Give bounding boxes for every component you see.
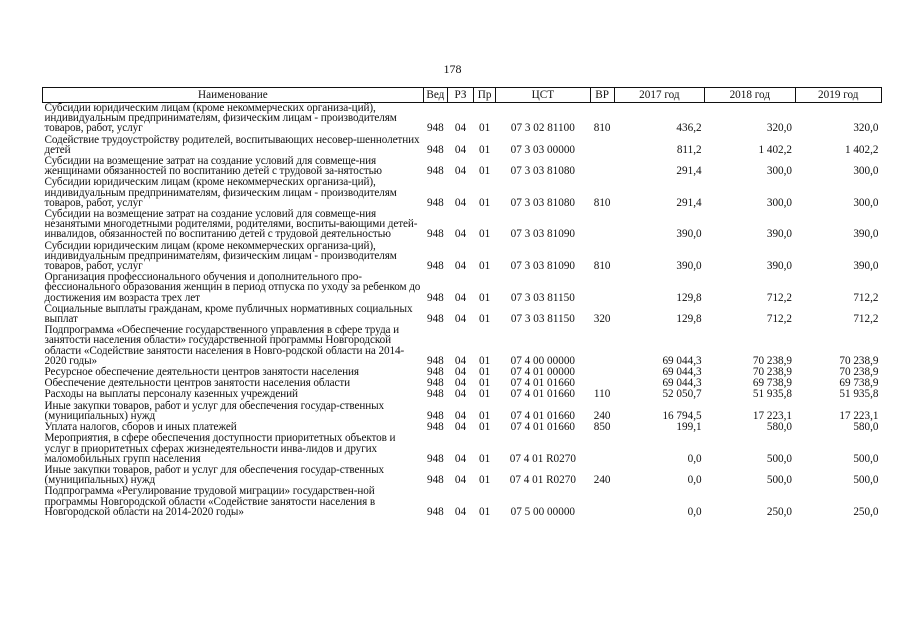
table-row (43, 135, 882, 156)
row-pr: 01 (478, 354, 491, 367)
budget-table (42, 87, 882, 518)
row-cst: 07 3 03 81080 (510, 196, 575, 209)
row-rz: 04 (454, 505, 467, 518)
table-row (43, 325, 882, 367)
row-pr: 01 (478, 474, 491, 487)
table-row (43, 401, 882, 422)
row-cst: 07 4 01 00000 (510, 366, 575, 379)
row-rz: 04 (454, 122, 467, 135)
row-2018: 712,2 (766, 291, 793, 304)
row-2017: 199,1 (676, 421, 702, 434)
row-pr: 01 (478, 388, 491, 401)
row-pr: 01 (478, 377, 491, 390)
row-rz: 04 (454, 409, 467, 422)
row-vr (590, 367, 614, 378)
row-2017: 52 050,7 (662, 388, 702, 401)
row-pr: 01 (478, 196, 491, 209)
row-2018: 712,2 (766, 313, 793, 326)
row-rz: 04 (454, 366, 467, 379)
row-rz: 04 (454, 260, 467, 273)
row-rz: 04 (454, 354, 467, 367)
row-ved: 948 (426, 366, 444, 379)
row-2019: 70 238,9 (839, 354, 879, 367)
row-2018: 390,0 (766, 260, 793, 273)
row-2018: 390,0 (766, 228, 793, 241)
row-ved: 948 (426, 421, 444, 434)
row-pr: 01 (478, 313, 491, 326)
row-ved: 948 (426, 474, 444, 487)
row-ved: 948 (426, 388, 444, 401)
row-rz: 04 (454, 474, 467, 487)
row-name: Субсидии юридическим лицам (кроме некоммерческих организа-ций), индивидуальным предпринимателям, физическим лицам - производителям товаров, работ, услуг (44, 239, 397, 273)
table-row (43, 241, 882, 273)
row-vr: 320 (593, 313, 611, 326)
header-pr: Пр (474, 88, 496, 103)
row-2019: 712,2 (853, 313, 879, 326)
row-name: Субсидии юридическим лицам (кроме некоммерческих организа-ций), индивидуальным предпринимателям, физическим лицам - производителям товаров, работ, услуг (44, 102, 397, 135)
row-rz: 04 (454, 377, 467, 390)
row-cst: 07 4 01 01660 (510, 421, 575, 434)
row-vr: 810 (593, 196, 611, 209)
table-row (43, 486, 882, 518)
row-2018: 300,0 (766, 165, 793, 178)
row-rz: 04 (454, 291, 467, 304)
row-pr: 01 (478, 505, 491, 518)
row-rz: 04 (454, 452, 467, 465)
row-ved: 948 (426, 122, 444, 135)
row-cst: 07 4 01 01660 (510, 409, 575, 422)
table-row (43, 304, 882, 325)
row-rz: 04 (454, 313, 467, 326)
row-ved: 948 (426, 260, 444, 273)
table-row (43, 433, 882, 465)
row-pr: 01 (478, 260, 491, 273)
row-ved: 948 (426, 505, 444, 518)
row-pr: 01 (478, 366, 491, 379)
header-2017: 2017 год (614, 88, 704, 103)
row-cst: 07 3 03 81090 (510, 260, 575, 273)
header-ved: Вед (423, 88, 447, 103)
row-vr: 810 (593, 260, 611, 273)
row-2018: 250,0 (766, 505, 793, 518)
row-2017: 16 794,5 (662, 409, 702, 422)
row-vr (590, 135, 614, 156)
row-rz: 04 (454, 228, 467, 241)
row-2019: 320,0 (853, 122, 879, 135)
row-2018: 70 238,9 (752, 366, 793, 379)
row-2017: 129,8 (676, 291, 702, 304)
row-name: Иные закупки товаров, работ и услуг для обеспечения государ-ственных (муниципальных) нужд (44, 399, 385, 422)
row-ved: 948 (426, 165, 444, 178)
row-2019: 70 238,9 (839, 366, 879, 379)
row-vr (590, 433, 614, 465)
row-cst: 07 3 03 81090 (510, 228, 575, 241)
row-pr: 01 (478, 409, 491, 422)
row-cst: 07 4 01 01660 (510, 388, 575, 401)
row-2018: 51 935,8 (752, 388, 793, 401)
row-cst: 07 5 00 00000 (510, 505, 575, 518)
row-2019: 500,0 (853, 452, 879, 465)
row-name: Иные закупки товаров, работ и услуг для обеспечения государ-ственных (муниципальных) нужд (44, 463, 385, 487)
row-ved: 948 (426, 196, 444, 209)
row-pr: 01 (478, 143, 491, 156)
row-name: Обеспечение деятельности центров занятости населения области (44, 377, 351, 390)
row-2018: 70 238,9 (752, 354, 793, 367)
row-2018: 1 402,2 (758, 143, 793, 156)
table-row (43, 177, 882, 209)
row-rz: 04 (454, 196, 467, 209)
row-ved: 948 (426, 313, 444, 326)
row-2017: 0,0 (687, 452, 702, 465)
row-ved: 948 (426, 143, 444, 156)
row-ved: 948 (426, 452, 444, 465)
row-vr: 240 (593, 409, 611, 422)
table-row (43, 272, 882, 304)
row-ved: 948 (426, 354, 444, 367)
row-pr: 01 (478, 421, 491, 434)
header-vr: ВР (590, 88, 614, 103)
row-2019: 1 402,2 (844, 143, 879, 156)
row-name: Мероприятия, в сфере обеспечения доступности приоритетных объектов и услуг в приоритетных сферах жизнедеятельности инва-лидов и других маломобильных групп населения (44, 432, 396, 465)
table-body (43, 103, 882, 518)
row-name: Расходы на выплаты персоналу казенных учреждений (44, 388, 298, 401)
row-2019: 580,0 (853, 421, 879, 434)
row-cst: 07 4 01 R0270 (509, 452, 576, 465)
row-2017: 390,0 (676, 228, 702, 241)
header-name: Наименование (43, 88, 424, 103)
table-row (43, 389, 882, 400)
row-pr: 01 (478, 291, 491, 304)
row-rz: 04 (454, 388, 467, 401)
row-2018: 580,0 (766, 421, 793, 434)
row-ved: 948 (426, 377, 444, 390)
table-row (43, 103, 882, 135)
row-cst: 07 4 01 R0270 (509, 474, 576, 487)
row-2019: 250,0 (853, 505, 879, 518)
row-2017: 291,4 (676, 165, 702, 178)
row-name: Содействие трудоустройству родителей, воспитывающих несовер-шеннолетних детей (44, 133, 420, 156)
row-name: Субсидии юридическим лицам (кроме некоммерческих организа-ций), индивидуальным предпринимателям, физическим лицам - производителям товаров, работ, услуг (44, 176, 397, 209)
row-2017: 0,0 (687, 505, 702, 518)
row-name: Уплата налогов, сборов и иных платежей (44, 421, 237, 434)
row-2017: 129,8 (676, 313, 702, 326)
row-cst: 07 4 00 00000 (510, 354, 575, 367)
table-header-row (43, 88, 882, 103)
row-cst: 07 3 03 81150 (510, 291, 575, 304)
row-name: Подпрограмма «Регулирование трудовой миграции» государствен-ной программы Новгородской области «Содействие занятости населения в Новгородской области на 2014-2020 годы» (44, 485, 376, 518)
row-2017: 0,0 (687, 474, 702, 487)
row-vr (590, 486, 614, 518)
row-name: Социальные выплаты гражданам, кроме публичных нормативных социальных выплат (44, 302, 413, 326)
row-vr (590, 156, 614, 177)
header-rz: РЗ (447, 88, 473, 103)
row-rz: 04 (454, 143, 467, 156)
row-2019: 300,0 (853, 165, 879, 178)
row-rz: 04 (454, 165, 467, 178)
row-2017: 811,2 (676, 143, 702, 156)
row-pr: 01 (478, 228, 491, 241)
header-2018: 2018 год (705, 88, 795, 103)
row-2019: 300,0 (853, 196, 879, 209)
row-2017: 69 044,3 (662, 354, 702, 367)
row-2019: 712,2 (853, 291, 879, 304)
row-2019: 390,0 (853, 228, 879, 241)
row-2019: 51 935,8 (839, 388, 879, 401)
header-2019: 2019 год (795, 88, 881, 103)
row-vr: 240 (593, 474, 611, 487)
row-ved: 948 (426, 228, 444, 241)
row-rz: 04 (454, 421, 467, 434)
row-cst: 07 3 03 81080 (510, 165, 575, 178)
row-vr (590, 325, 614, 367)
row-name: Организация профессионального обучения и дополнительного про-фессионального образования женщин в период отпуска по уходу за ребенком до достижения им возраста трех лет (44, 271, 421, 304)
row-pr: 01 (478, 452, 491, 465)
row-vr: 850 (593, 421, 611, 434)
row-2018: 320,0 (766, 122, 793, 135)
row-2019: 500,0 (853, 474, 879, 487)
row-2017: 69 044,3 (662, 377, 702, 390)
row-cst: 07 3 03 81150 (510, 313, 575, 326)
row-ved: 948 (426, 409, 444, 422)
row-2018: 500,0 (766, 474, 793, 487)
row-name: Ресурсное обеспечение деятельности центров занятости населения (44, 366, 359, 379)
table-row (43, 465, 882, 486)
row-cst: 07 3 03 00000 (510, 143, 575, 156)
table-row (43, 156, 882, 177)
row-pr: 01 (478, 122, 491, 135)
row-name: Субсидии на возмещение затрат на создание условий для совмеще-ния женщинами обязанностей по воспитанию детей с трудовой за-нятостью (44, 155, 382, 178)
row-2018: 500,0 (766, 452, 793, 465)
row-cst: 07 4 01 01660 (510, 377, 575, 390)
row-vr (590, 209, 614, 241)
row-2019: 17 223,1 (839, 409, 879, 422)
row-vr: 810 (593, 122, 611, 135)
row-2018: 69 738,9 (752, 377, 793, 390)
header-cst: ЦСТ (496, 88, 590, 103)
row-2018: 17 223,1 (752, 409, 793, 422)
row-ved: 948 (426, 291, 444, 304)
row-2019: 69 738,9 (839, 377, 879, 390)
row-vr (590, 272, 614, 304)
row-2017: 436,2 (676, 122, 702, 135)
row-vr: 110 (593, 388, 611, 401)
page-number: 178 (443, 62, 462, 76)
table-row (43, 209, 882, 241)
row-2018: 300,0 (766, 196, 793, 209)
row-pr: 01 (478, 165, 491, 178)
row-cst: 07 3 02 81100 (510, 122, 575, 135)
row-name: Субсидии на возмещение затрат на создание условий для совмеще-ния незанятыми многодетными родителями, родителями, воспиты-вающими детей-инвалидов, обязанностей по воспитанию детей с трудовой деятельностью (44, 208, 418, 241)
row-2017: 69 044,3 (662, 366, 702, 379)
row-2017: 291,4 (676, 196, 702, 209)
row-name: Подпрограмма «Обеспечение государственного управления в сфере труда и занятости населения области» государственной программы Новгородской области «Содействие занятости населения в Новго-родской области на 2014-2020 годы» (44, 324, 405, 367)
row-2017: 390,0 (676, 260, 702, 273)
row-2019: 390,0 (853, 260, 879, 273)
